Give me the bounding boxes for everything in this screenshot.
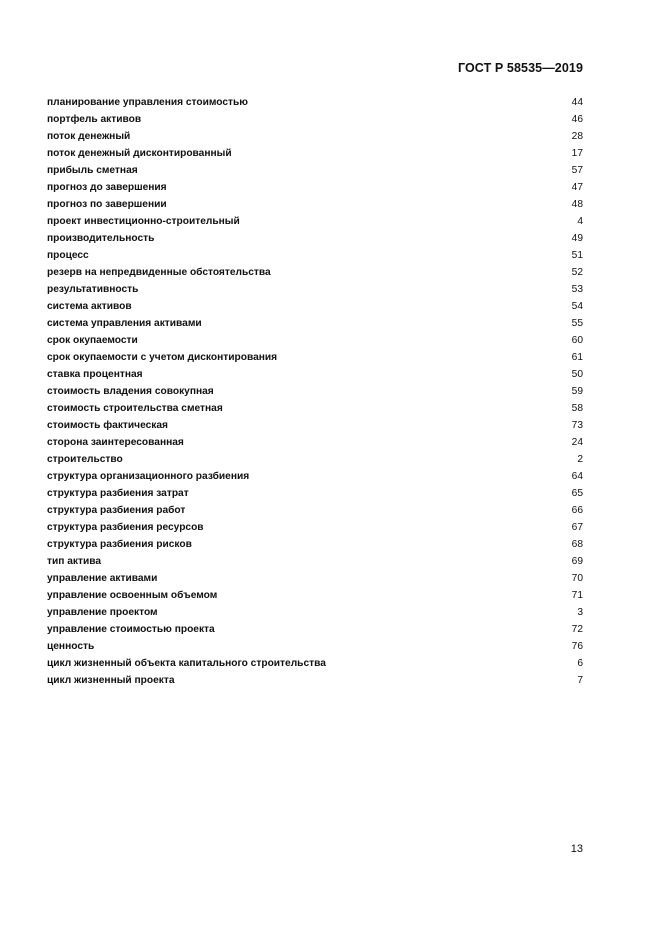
- index-number: 17: [571, 148, 583, 159]
- index-term: срок окупаемости: [47, 335, 138, 346]
- index-number: 64: [571, 471, 583, 482]
- index-row: [47, 264, 583, 281]
- index-row: [47, 434, 583, 451]
- index-term: производительность: [47, 233, 155, 244]
- index-row: [47, 213, 583, 230]
- index-number: 24: [571, 437, 583, 448]
- index-number: 67: [571, 522, 583, 533]
- index-row: [47, 468, 583, 485]
- index-number: 49: [571, 233, 583, 244]
- document-code: ГОСТ Р 58535—2019: [457, 61, 583, 75]
- index-row: [47, 553, 583, 570]
- index-row: [47, 451, 583, 468]
- index-number: 47: [571, 182, 583, 193]
- index-row: [47, 128, 583, 145]
- index-number: 6: [577, 658, 583, 669]
- index-row: [47, 366, 583, 383]
- index-row: [47, 162, 583, 179]
- index-number: 58: [571, 403, 583, 414]
- index-row: [47, 94, 583, 111]
- index-term: прогноз до завершения: [47, 182, 167, 193]
- index-row: [47, 196, 583, 213]
- index-term: цикл жизненный объекта капитального строительства: [47, 658, 326, 669]
- index-term: срок окупаемости с учетом дисконтирования: [47, 352, 278, 363]
- index-term: структура разбиения затрат: [47, 488, 189, 499]
- index-term: управление освоенным объемом: [47, 590, 218, 601]
- index-row: [47, 111, 583, 128]
- index-term: управление проектом: [47, 607, 158, 618]
- index-term: прогноз по завершении: [47, 199, 167, 210]
- index-term: строительство: [47, 454, 123, 465]
- index-number: 4: [577, 216, 583, 227]
- index-term: стоимость фактическая: [47, 420, 168, 431]
- index-term: ставка процентная: [47, 369, 143, 380]
- index-number: 44: [571, 97, 583, 108]
- index-number: 60: [571, 335, 583, 346]
- index-number: 68: [571, 539, 583, 550]
- index-number: 71: [571, 590, 583, 601]
- index-row: [47, 570, 583, 587]
- index-row: [47, 604, 583, 621]
- index-row: [47, 349, 583, 366]
- index-term: портфель активов: [47, 114, 142, 125]
- index-term: стоимость строительства сметная: [47, 403, 223, 414]
- index-number: 28: [571, 131, 583, 142]
- index-row: [47, 655, 583, 672]
- index-term: управление активами: [47, 573, 158, 584]
- index-row: [47, 230, 583, 247]
- index-number: 52: [571, 267, 583, 278]
- index-row: [47, 638, 583, 655]
- index-term: управление стоимостью проекта: [47, 624, 215, 635]
- index-row: [47, 519, 583, 536]
- index-number: 76: [571, 641, 583, 652]
- index-row: [47, 247, 583, 264]
- index-term: поток денежный дисконтированный: [47, 148, 232, 159]
- index-term: система активов: [47, 301, 132, 312]
- index-row: [47, 502, 583, 519]
- index-number: 61: [571, 352, 583, 363]
- index-term: прибыль сметная: [47, 165, 138, 176]
- index-row: [47, 332, 583, 349]
- index-row: [47, 281, 583, 298]
- index-term: цикл жизненный проекта: [47, 675, 175, 686]
- index-number: 2: [577, 454, 583, 465]
- index-row: [47, 298, 583, 315]
- index-number: 46: [571, 114, 583, 125]
- index-number: 51: [571, 250, 583, 261]
- index-number: 7: [577, 675, 583, 686]
- index-term: структура разбиения ресурсов: [47, 522, 204, 533]
- index-row: [47, 485, 583, 502]
- index-row: [47, 536, 583, 553]
- index-number: 69: [571, 556, 583, 567]
- index-term: система управления активами: [47, 318, 202, 329]
- index-number: 66: [571, 505, 583, 516]
- index-number: 54: [571, 301, 583, 312]
- index-term: сторона заинтересованная: [47, 437, 184, 448]
- index-row: [47, 621, 583, 638]
- index-term: ценность: [47, 641, 95, 652]
- index-row: [47, 145, 583, 162]
- index-number: 53: [571, 284, 583, 295]
- index-number: 70: [571, 573, 583, 584]
- index-number: 57: [571, 165, 583, 176]
- index-number: 72: [571, 624, 583, 635]
- index-row: [47, 315, 583, 332]
- index-row: [47, 383, 583, 400]
- index-number: 3: [577, 607, 583, 618]
- index-term: поток денежный: [47, 131, 131, 142]
- index-term: результативность: [47, 284, 139, 295]
- index-row: [47, 672, 583, 689]
- index-row: [47, 417, 583, 434]
- index-term: структура разбиения работ: [47, 505, 186, 516]
- index-number: 55: [571, 318, 583, 329]
- index-row: [47, 587, 583, 604]
- index-term: структура разбиения рисков: [47, 539, 192, 550]
- index-number: 59: [571, 386, 583, 397]
- index-number: 73: [571, 420, 583, 431]
- index-term: процесс: [47, 250, 89, 261]
- terms-index-list: [47, 94, 583, 689]
- index-term: планирование управления стоимостью: [47, 97, 249, 108]
- index-row: [47, 400, 583, 417]
- index-row: [47, 179, 583, 196]
- index-term: тип актива: [47, 556, 102, 567]
- index-term: структура организационного разбиения: [47, 471, 250, 482]
- index-number: 50: [571, 369, 583, 380]
- index-number: 65: [571, 488, 583, 499]
- index-term: проект инвестиционно-строительный: [47, 216, 240, 227]
- index-term: резерв на непредвиденные обстоятельства: [47, 267, 271, 278]
- index-term: стоимость владения совокупная: [47, 386, 214, 397]
- index-number: 48: [571, 199, 583, 210]
- page-number: 13: [570, 843, 583, 855]
